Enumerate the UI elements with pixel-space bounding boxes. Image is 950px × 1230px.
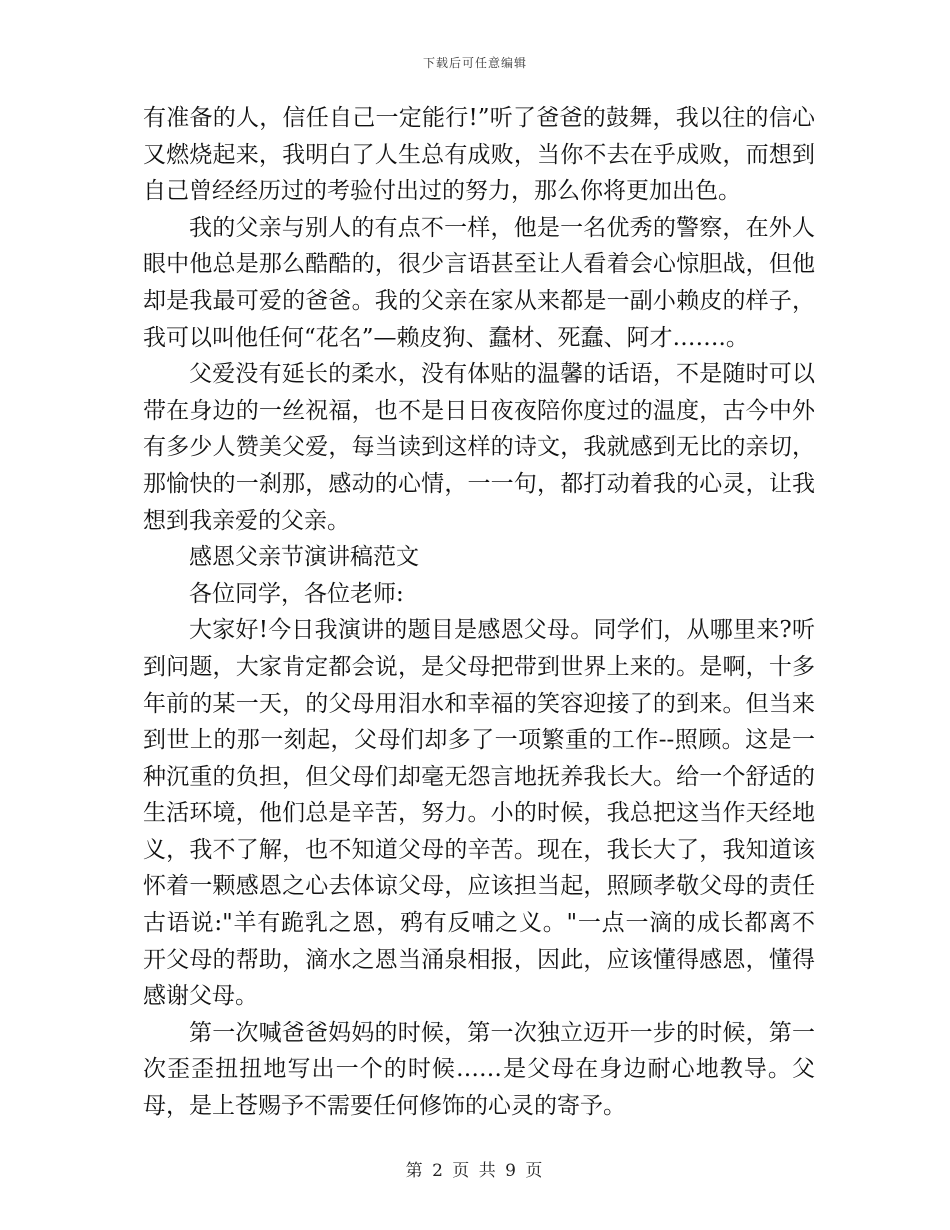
paragraph-first-times: 第一次喊爸爸妈妈的时候，第一次独立迈开一步的时候，第一次歪歪扭扭地写出一个的时候……是父母在身边耐心地教导。父母，是上苍赐予不需要任何修饰的心灵的寄予。 <box>143 1019 815 1120</box>
speech-salutation: 各位同学，各位老师: <box>189 580 404 607</box>
paragraph-continuation: 有准备的人，信任自己一定能行!”听了爸爸的鼓舞，我以往的信心又燃烧起来，我明白了人生总有成败，当你不去在乎成败，而想到自己曾经经历过的考验付出过的努力，那么你将更加出色。 <box>143 105 815 205</box>
page-header: 下载后可任意编辑 <box>422 56 527 70</box>
document-body <box>143 100 815 1125</box>
section-title: 感恩父亲节演讲稿范文 <box>189 544 419 571</box>
paragraph-father-love: 父爱没有延长的柔水，没有体贴的温馨的话语，不是随时可以带在身边的一丝祝福，也不是日日夜夜陪你度过的温度，古今中外有多少人赞美父爱，每当读到这样的诗文，我就感到无比的亲切，那愉快的一刹那，感动的心情，一一句，都打动着我的心灵，让我想到我亲爱的父亲。 <box>143 361 815 534</box>
paragraph-father-police: 我的父亲与别人的有点不一样，他是一名优秀的警察，在外人眼中他总是那么酷酷的，很少言语甚至让人看着会心惊胆战，但他却是我最可爱的爸爸。我的父亲在家从来都是一副小赖皮的样子，我可以叫他任何“花名”—赖皮狗、蠢材、死蠢、阿才…….。 <box>143 214 815 351</box>
paragraph-speech-intro: 大家好!今日我演讲的题目是感恩父母。同学们，从哪里来?听到问题，大家肯定都会说，是父母把带到世界上来的。是啊，十多年前的某一天，的父母用泪水和幸福的笑容迎接了的到来。但当来到世上的那一刻起，父母们却多了一项繁重的工作--照顾。这是一种沉重的负担，但父母们却毫无怨言地抚养我长大。给一个舒适的生活环境，他们总是辛苦，努力。小的时候，我总把这当作天经地义，我不了解，也不知道父母的辛苦。现在，我长大了，我知道该怀着一颗感恩之心去体谅父母，应该担当起，照顾孝敬父母的责任古语说:"羊有跪乳之恩，鸦有反哺之义。"一点一滴的成长都离不开父母的帮助，滴水之恩当涌泉相报，因此，应该懂得感恩，懂得感谢父母。 <box>143 617 815 1010</box>
page-number: 第 2 页 共 9 页 <box>405 1161 545 1181</box>
